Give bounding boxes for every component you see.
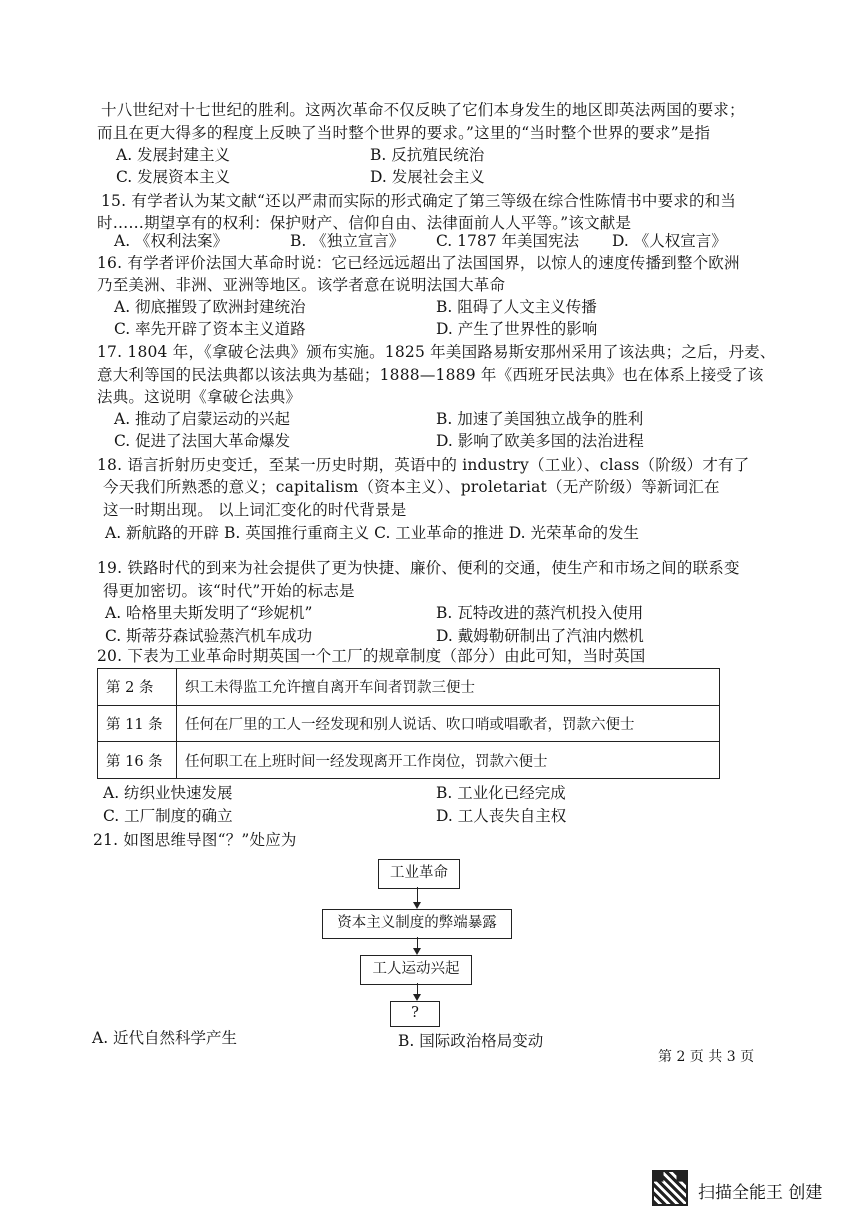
option-d: D. 工人丧失自主权	[436, 807, 567, 825]
page-number: 第 2 页 共 3 页	[658, 1049, 755, 1065]
option-a: A. 推动了启蒙运动的兴起	[114, 410, 291, 428]
option-c: C. 1787 年美国宪法	[436, 232, 580, 250]
question-19-stem: 19. 铁路时代的到来为社会提供了更为快捷、廉价、便利的交通，使生产和市场之间的联系变	[97, 559, 740, 577]
option-a: A. 近代自然科学产生	[92, 1029, 238, 1047]
option-c: C. 工厂制度的确立	[103, 807, 233, 825]
question-17-stem: 17. 1804 年，《拿破仑法典》颁布实施。1825 年美国路易斯安那州采用了该法典；之后，丹麦、	[97, 343, 776, 361]
option-c: C. 斯蒂芬森试验蒸汽机车成功	[105, 627, 313, 645]
option-c: C. 率先开辟了资本主义道路	[114, 320, 306, 338]
question-18-stem: 今天我们所熟悉的意义；capitalism（资本主义）、proletariat（无产阶级）等新词汇在	[103, 478, 720, 496]
rule-cell: 任何在厂里的工人一经发现和别人说话、吹口哨或唱歌者，罚款六便士	[177, 705, 720, 742]
question-17-stem: 法典。这说明《拿破仑法典》	[97, 388, 302, 406]
mindmap-node-workers-movement: 工人运动兴起	[360, 955, 472, 985]
option-a: A. 《权利法案》	[114, 232, 229, 250]
question-18-stem: 这一时期出现。 以上词汇变化的时代背景是	[103, 501, 407, 519]
question-19-stem: 得更加密切。该“时代”开始的标志是	[103, 582, 355, 600]
arrow-icon	[417, 887, 418, 907]
option-a: A. 彻底摧毁了欧洲封建统治	[114, 298, 306, 316]
question-15-stem: 15. 有学者认为某文献“还以严肃而实际的形式确定了第三等级在综合性陈情书中要求的和当	[101, 192, 737, 210]
option-b: B. 《独立宣言》	[290, 232, 405, 250]
option-d: D. 戴姆勒研制出了汽油内燃机	[436, 627, 644, 645]
rules-table	[97, 668, 720, 779]
table-row	[98, 742, 720, 779]
option-c: C. 发展资本主义	[116, 168, 231, 186]
option-b: B. 阻碍了人文主义传播	[436, 298, 597, 316]
question-16-stem: 乃至美洲、非洲、亚洲等地区。该学者意在说明法国大革命	[97, 276, 506, 294]
rule-cell: 织工未得监工允许擅自离开车间者罚款三便士	[177, 669, 720, 706]
option-b: B. 瓦特改进的蒸汽机投入使用	[436, 604, 644, 622]
option-a: A. 发展封建主义	[116, 146, 231, 164]
article-cell: 第 11 条	[98, 705, 177, 742]
option-b: B. 国际政治格局变动	[398, 1032, 544, 1050]
mindmap-node-industrial-revolution: 工业革命	[378, 859, 460, 889]
question-15-stem: 时……期望享有的权利：保护财产、信仰自由、法律面前人人平等。”该文献是	[97, 214, 632, 232]
question-16-stem: 16. 有学者评价法国大革命时说：它已经远远超出了法国国界，以惊人的速度传播到整个欧洲	[97, 254, 740, 272]
text-line: 而且在更大得多的程度上反映了当时整个世界的要求。”这里的“当时整个世界的要求”是指	[97, 124, 711, 142]
mindmap-node-unknown: ?	[390, 1001, 440, 1027]
option-d: D. 《人权宣言》	[612, 232, 727, 250]
question-20-stem: 20. 下表为工业革命时期英国一个工厂的规章制度（部分）由此可知，当时英国	[97, 647, 646, 665]
option-a: A. 哈格里夫斯发明了“珍妮机”	[105, 604, 313, 622]
arrow-icon	[417, 937, 418, 953]
scanner-watermark: 扫描全能王 创建	[698, 1183, 823, 1203]
mindmap-node-capitalism-flaws: 资本主义制度的弊端暴露	[322, 909, 512, 939]
arrow-icon	[417, 983, 418, 999]
question-17-stem: 意大利等国的民法典都以该法典为基础；1888—1889 年《西班牙民法典》也在体系上接受了该	[97, 366, 764, 384]
option-d: D. 发展社会主义	[370, 168, 485, 186]
table-row	[98, 705, 720, 742]
option-b: B. 加速了美国独立战争的胜利	[436, 410, 644, 428]
rule-cell: 任何职工在上班时间一经发现离开工作岗位，罚款六便士	[177, 742, 720, 779]
question-18-stem: 18. 语言折射历史变迁，至某一历史时期，英语中的 industry（工业）、class（阶级）才有了	[97, 456, 750, 474]
article-cell: 第 16 条	[98, 742, 177, 779]
option-d: D. 影响了欧美多国的法治进程	[436, 432, 644, 450]
question-18-options: A. 新航路的开辟 B. 英国推行重商主义 C. 工业革命的推进 D. 光荣革命的发生	[105, 524, 639, 542]
question-21-stem: 21. 如图思维导图“？”处应为	[93, 831, 297, 849]
option-a: A. 纺织业快速发展	[103, 784, 233, 802]
article-cell: 第 2 条	[98, 669, 177, 706]
option-d: D. 产生了世界性的影响	[436, 320, 598, 338]
option-c: C. 促进了法国大革命爆发	[114, 432, 291, 450]
text-line: 十八世纪对十七世纪的胜利。这两次革命不仅反映了它们本身发生的地区即英法两国的要求；	[101, 101, 745, 119]
option-b: B. 工业化已经完成	[436, 784, 566, 802]
option-b: B. 反抗殖民统治	[370, 146, 485, 164]
qr-code-icon	[652, 1170, 688, 1206]
table-row	[98, 669, 720, 706]
